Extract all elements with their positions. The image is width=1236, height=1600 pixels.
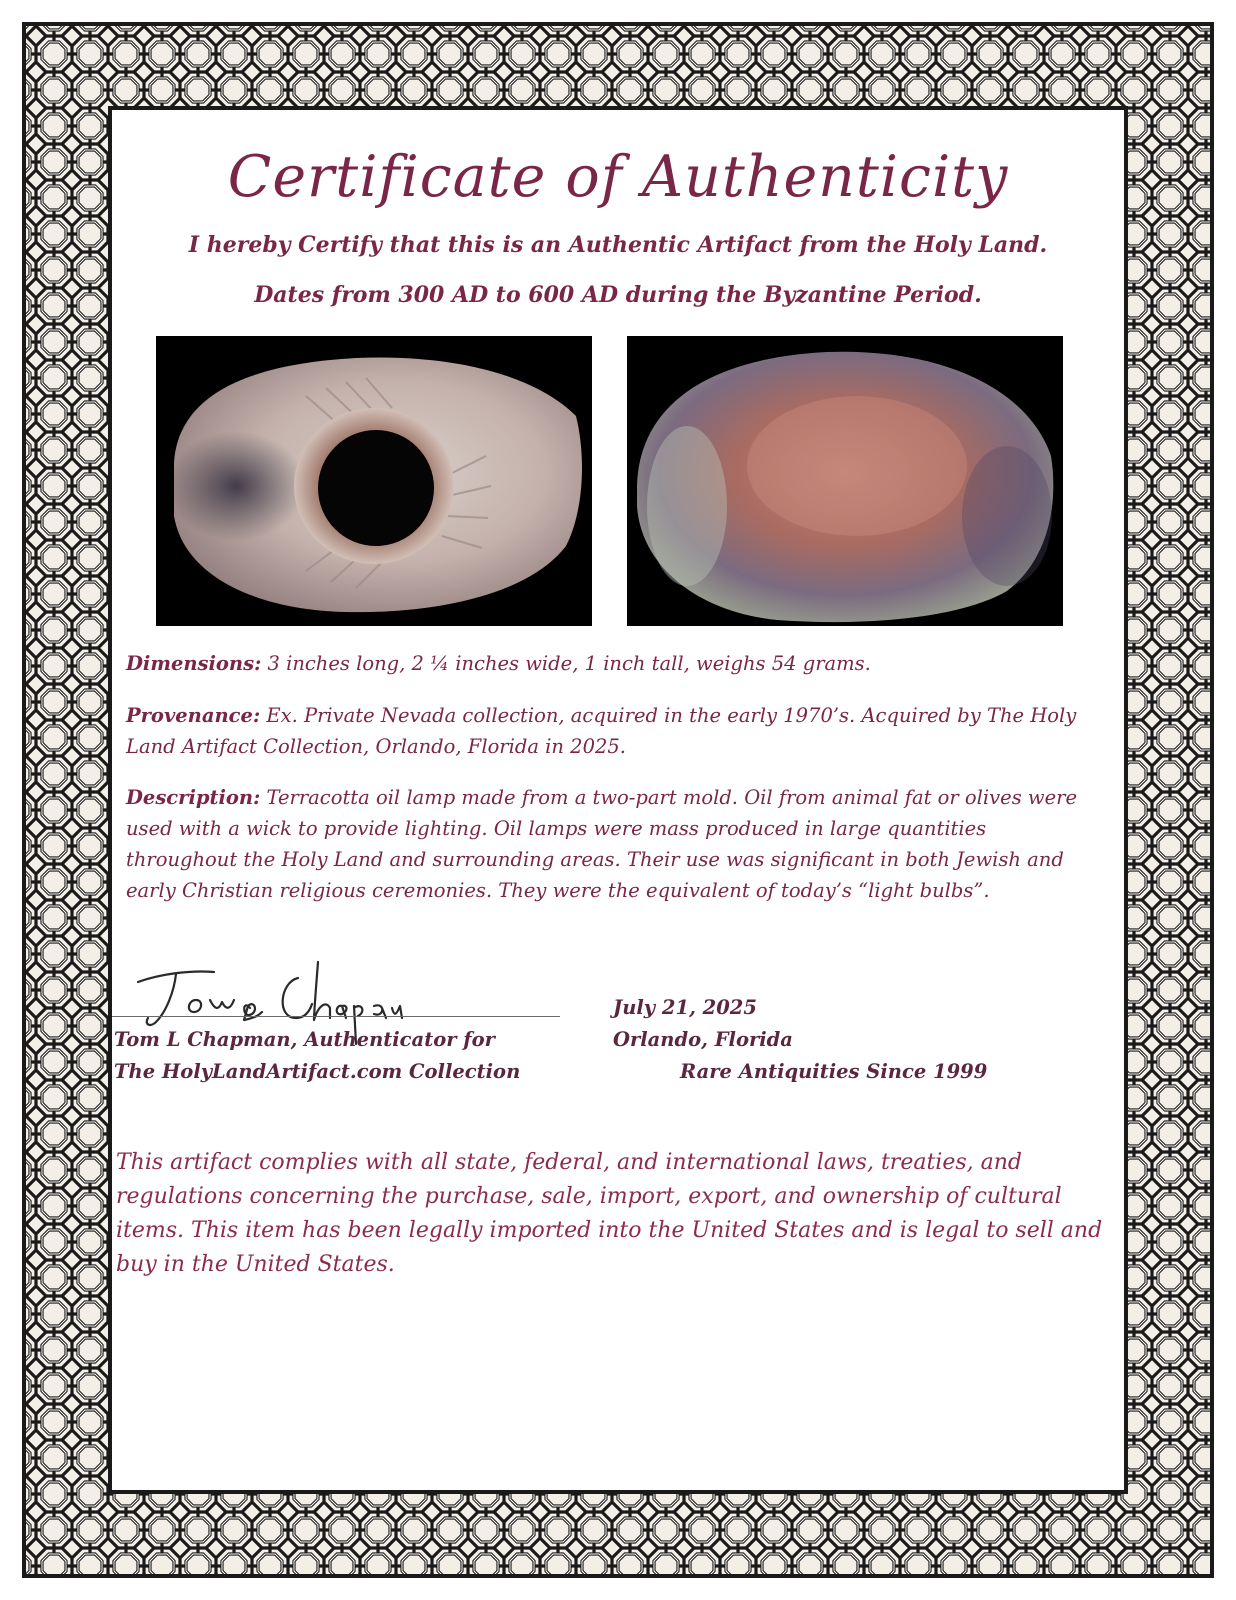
provenance-label: Provenance: <box>126 704 261 727</box>
dating-statement: Dates from 300 AD to 600 AD during the Byzantine Period. <box>254 282 982 308</box>
signature-line <box>112 1016 560 1017</box>
certificate-city: Orlando, Florida <box>613 1028 793 1051</box>
company-tagline: Rare Antiquities Since 1999 <box>680 1060 988 1083</box>
authenticator-name: Tom L Chapman, Authenticator for <box>114 1028 495 1051</box>
description-paragraph <box>126 782 1086 906</box>
dimensions-paragraph <box>126 648 1086 679</box>
dimensions-label: Dimensions: <box>126 652 262 675</box>
collection-name: The HolyLandArtifact.com Collection <box>114 1060 521 1083</box>
legal-compliance-statement: This artifact complies with all state, federal, and international laws, treaties, and regulations concerning the purchase, sale, import, export, and ownership of cultural items. This item has been legally imported into the United States and is legal to sell and buy in the United States. <box>116 1150 1103 1277</box>
description-text: Terracotta oil lamp made from a two-part mold. Oil from animal fat or olives were used with a wick to provide lighting. Oil lamps were mass produced in large quantities throughout the Holy Land and surrounding areas. Their use was significant in both Jewish and early Christian religious ceremonies. They were the equivalent of today’s “light bulbs”. <box>126 786 1078 902</box>
oil-lamp-top-photo <box>156 336 592 626</box>
provenance-paragraph <box>126 700 1086 762</box>
certify-statement: I hereby Certify that this is an Authentic Artifact from the Holy Land. <box>188 232 1048 258</box>
oil-lamp-bottom-photo <box>627 336 1063 626</box>
certificate-content <box>112 110 1124 1490</box>
provenance-text: Ex. Private Nevada collection, acquired in the early 1970’s. Acquired by The Holy Land Artifact Collection, Orlando, Florida in 2025. <box>126 704 1077 758</box>
description-label: Description: <box>126 786 261 809</box>
certificate-date: July 21, 2025 <box>613 996 757 1019</box>
dimensions-text: 3 inches long, 2 ¼ inches wide, 1 inch tall, weighs 54 grams. <box>261 652 871 675</box>
certificate-title: Certificate of Authenticity <box>227 144 1009 210</box>
